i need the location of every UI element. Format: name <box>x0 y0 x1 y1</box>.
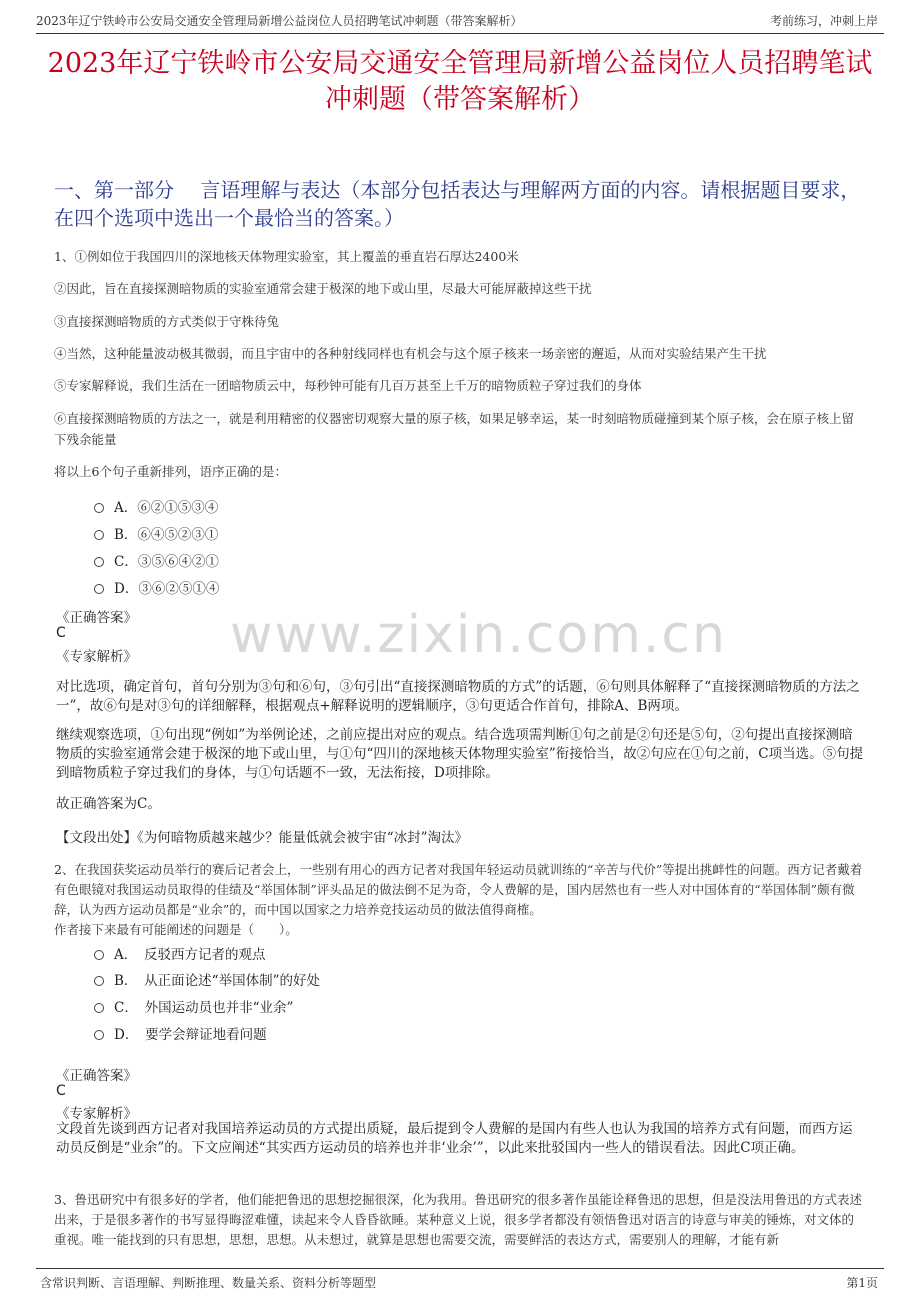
q1-line-2: ②因此，旨在直接探测暗物质的实验室通常会建于极深的地下或山里，尽最大可能屏蔽掉这些干扰 <box>54 281 592 296</box>
q1-analysis-label: 《专家解析》 <box>56 649 137 665</box>
q1-answer-label: 《正确答案》 <box>56 610 137 626</box>
radio-icon[interactable] <box>94 950 104 960</box>
q1-line-6: ⑥直接探测暗物质的方法之一，就是利用精密的仪器密切观察大量的原子核，如果足够幸运，某一时刻暗物质碰撞到某个原子核，会在原子核上留下残余能量 <box>54 411 855 447</box>
q1-option-a[interactable]: A．⑥②①⑤③④ <box>94 496 218 516</box>
q2-option-b[interactable]: B． 从正面论述“举国体制”的好处 <box>94 969 320 989</box>
radio-icon[interactable] <box>94 557 104 567</box>
q2-prompt: 作者接下来最有可能阐述的问题是（ ）。 <box>54 922 298 937</box>
radio-icon[interactable] <box>94 584 104 594</box>
footer-divider <box>36 1268 884 1269</box>
q2-answer-label: 《正确答案》 <box>56 1068 137 1084</box>
section-heading: 一、第一部分 言语理解与表达（本部分包括表达与理解两方面的内容。请根据题目要求，在四个选项中选出一个最恰当的答案。） <box>54 178 861 230</box>
q2-answer: C <box>56 1083 66 1099</box>
header-divider <box>36 33 884 34</box>
q2-option-c[interactable]: C． 外国运动员也并非“业余” <box>94 996 293 1016</box>
page-number: 第1页 <box>846 1276 878 1290</box>
footer-note: 含常识判断、言语理解、判断推理、数量关系、资料分析等题型 <box>40 1276 377 1290</box>
q1-line-5: ⑤专家解释说，我们生活在一团暗物质云中，每秒钟可能有几百万甚至上千万的暗物质粒子穿过我们的身体 <box>54 378 642 393</box>
radio-icon[interactable] <box>94 530 104 540</box>
q1-line-4: ④当然，这种能量波动极其微弱，而且宇宙中的各种射线同样也有机会与这个原子核来一场亲密的邂逅，从而对实验结果产生干扰 <box>54 346 767 361</box>
q1-line-3: ③直接探测暗物质的方式类似于守株待兔 <box>54 314 280 329</box>
q1-analysis-p3: 故正确答案为C。 <box>56 796 161 812</box>
q1-option-d[interactable]: D．③⑥②⑤①④ <box>94 577 219 597</box>
q2-analysis: 文段首先谈到西方记者对我国培养运动员的方式提出质疑，最后提到令人费解的是国内有些人也认为我国的培养方式有问题，而西方运动员反倒是“业余”的。下文应阐述“其实西方运动员的培养也并非‘业余’”，以此来批驳国内一些人的错误看法。因此C项正确。 <box>56 1121 853 1156</box>
radio-icon[interactable] <box>94 503 104 513</box>
q2-option-d[interactable]: D． 要学会辩证地看问题 <box>94 1023 267 1043</box>
page-title: 2023年辽宁铁岭市公安局交通安全管理局新增公益岗位人员招聘笔试冲刺题（带答案解析） <box>47 48 873 115</box>
radio-icon[interactable] <box>94 1003 104 1013</box>
q1-option-c[interactable]: C．③⑤⑥④②① <box>94 550 219 570</box>
header-doc-title: 2023年辽宁铁岭市公安局交通安全管理局新增公益岗位人员招聘笔试冲刺题（带答案解析） <box>36 14 523 28</box>
q1-source: 【文段出处】《为何暗物质越来越少？能量低就会被宇宙“冰封”淘汰》 <box>56 830 469 846</box>
radio-icon[interactable] <box>94 1030 104 1040</box>
watermark: www.zixin.com.cn <box>230 605 727 665</box>
q1-analysis-p2: 继续观察选项，①句出现“例如”为举例论述，之前应提出对应的观点。结合选项需判断①句之前是②句还是⑤句，②句提出直接探测暗物质的实验室通常会建于极深的地下或山里，与①句“四川的深地核天体物理实验室”衔接恰当，故②句应在①句之前，C项当选。⑤句提到暗物质粒子穿过我们的身体，与①句话题不一致，无法衔接，D项排除。 <box>56 727 864 781</box>
q1-line-1: 1、①例如位于我国四川的深地核天体物理实验室，其上覆盖的垂直岩石厚达2400米 <box>54 249 519 264</box>
q1-option-b[interactable]: B．⑥④⑤②③① <box>94 523 218 543</box>
header-slogan: 考前练习，冲刺上岸 <box>769 14 878 28</box>
q2-stem: 2、在我国获奖运动员举行的赛后记者会上，一些别有用心的西方记者对我国年轻运动员就训练的“辛苦与代价”等提出挑衅性的问题。西方记者戴着有色眼镜对我国运动员取得的佳绩及“举国体制”评头品足的做法倒不足为奇，令人费解的是，国内居然也有一些人对中国体育的“举国体制”颇有微辞，认为西方运动员都是“业余”的，而中国以国家之力培养竞技运动员的做法值得商榷。 <box>54 862 863 917</box>
radio-icon[interactable] <box>94 976 104 986</box>
q1-answer: C <box>56 625 66 641</box>
q2-option-a[interactable]: A． 反驳西方记者的观点 <box>94 943 266 963</box>
q2-analysis-label: 《专家解析》 <box>56 1106 137 1122</box>
q3-stem: 3、鲁迅研究中有很多好的学者，他们能把鲁迅的思想挖掘很深，化为我用。鲁迅研究的很多著作虽能诠释鲁迅的思想，但是没法用鲁迅的方式表述出来，于是很多著作的书写显得晦涩难懂，读起来令人昏昏欲睡。某种意义上说，很多学者都没有领悟鲁迅对语言的诗意与审美的锤炼，对文体的重视。唯一能找到的只有思想，思想，思想。从未想过，就算是思想也需要交流，需要鲜活的表达方式，需要别人的理解，才能有新 <box>54 1192 862 1247</box>
q1-prompt: 将以上6个句子重新排列，语序正确的是： <box>54 464 287 479</box>
q1-analysis-p1: 对比选项，确定首句，首句分别为③句和⑥句，③句引出“直接探测暗物质的方式”的话题，⑥句则具体解释了“直接探测暗物质的方法之一”，故⑥句是对③句的详细解释，根据观点+解释说明的逻辑顺序，③句更适合作首句，排除A、B两项。 <box>56 679 860 714</box>
